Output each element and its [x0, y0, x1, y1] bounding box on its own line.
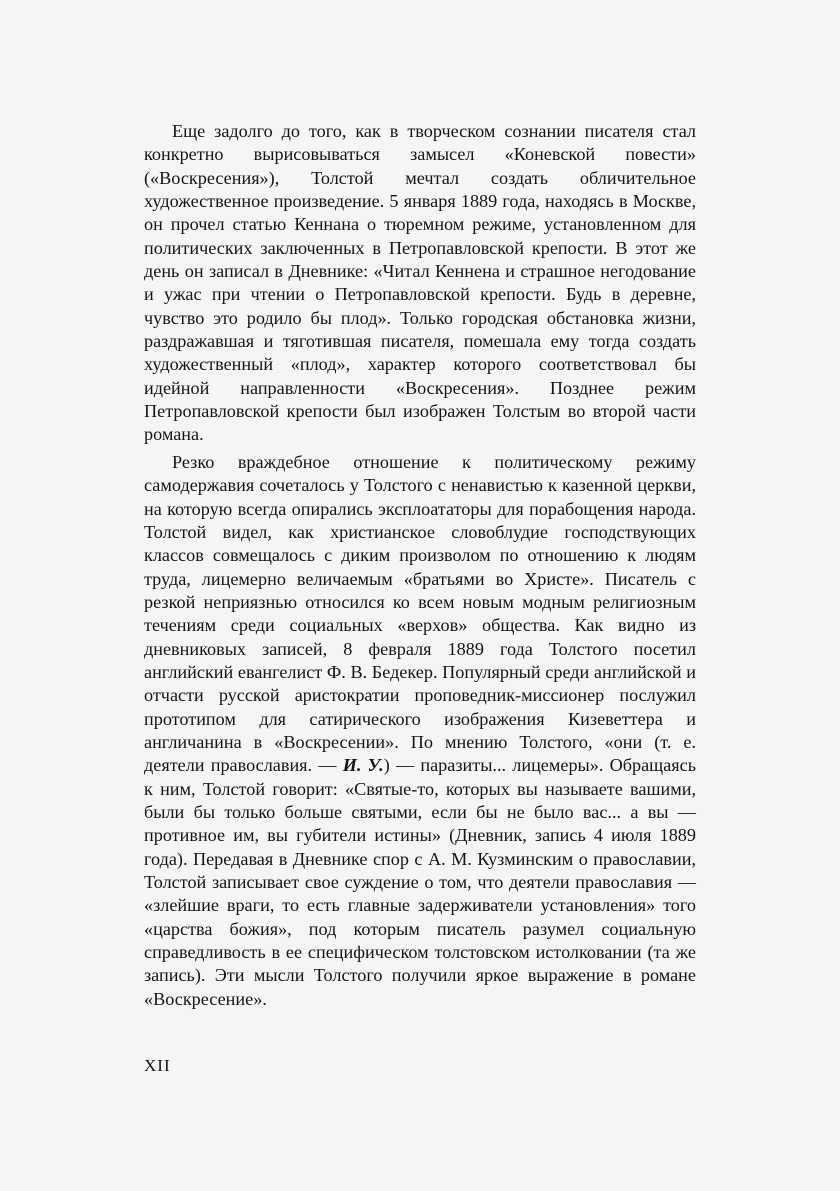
paragraph-2-text-after: ) — паразиты... лицемеры». Обращаясь к ним, Толстой говорит: «Святые-то, которых вы называете вашими, были бы только больше святыми, если бы не было вас... а вы — противное им, вы губители истины» (Дневник, запись 4 июля 1889 года). Передавая в Дневнике спор с А. М. Кузминским о православии, Толстой записывает свое суждение о том, что деятели православия — «злейшие враги, то есть главные задерживатели установления» того «царства божия», под которым писатель разумел социальную справедливость в ее специфическом толстовском истолковании (та же запись). Эти мысли Толстого получили яркое выражение в романе «Воскресение».: [144, 755, 696, 1009]
body-text: [144, 120, 696, 1011]
paragraph-2: [144, 451, 696, 1011]
author-initials: И. У.: [342, 755, 384, 776]
page-number: XII: [144, 1056, 171, 1075]
paragraph-2-text-before: Резко враждебное отношение к политическому режиму самодержавия сочеталось у Толстого с ненавистью к казенной церкви, на которую всегда опирались эксплоататоры для порабощения народа. Толстой видел, как христианское словоблудие господствующих классов совмещалось с диким произволом по отношению к людям труда, лицемерно величаемым «братьями во Христе». Писатель с резкой неприязнью относился ко всем новым модным религиозным течениям среди социальных «верхов» общества. Как видно из дневниковых записей, 8 февраля 1889 года Толстого посетил английский евангелист Ф. В. Бедекер. Популярный среди английской и отчасти русской аристократии проповедник-миссионер послужил прототипом для сатирического изображения Кизеветтера и англичанина в «Воскресении». По мнению Толстого, «они (т. е. деятели православия. —: [144, 451, 696, 776]
paragraph-1: Еще задолго до того, как в творческом сознании писателя стал конкретно вырисовываться замысел «Коневской повести» («Воскресения»), Толстой мечтал создать обличительное художественное произведение. 5 января 1889 года, находясь в Москве, он прочел статью Кеннана о тюремном режиме, установленном для политических заключенных в Петропавловской крепости. В этот же день он записал в Дневнике: «Читал Кеннена и страшное негодование и ужас при чтении о Петропавловской крепости. Будь в деревне, чувство это родило бы плод». Только городская обстановка жизни, раздражавшая и тяготившая писателя, помешала ему тогда создать художественный «плод», характер которого соответствовал бы идейной направленности «Воскресения». Позднее режим Петропавловской крепости был изображен Толстым во второй части романа.: [144, 121, 696, 445]
